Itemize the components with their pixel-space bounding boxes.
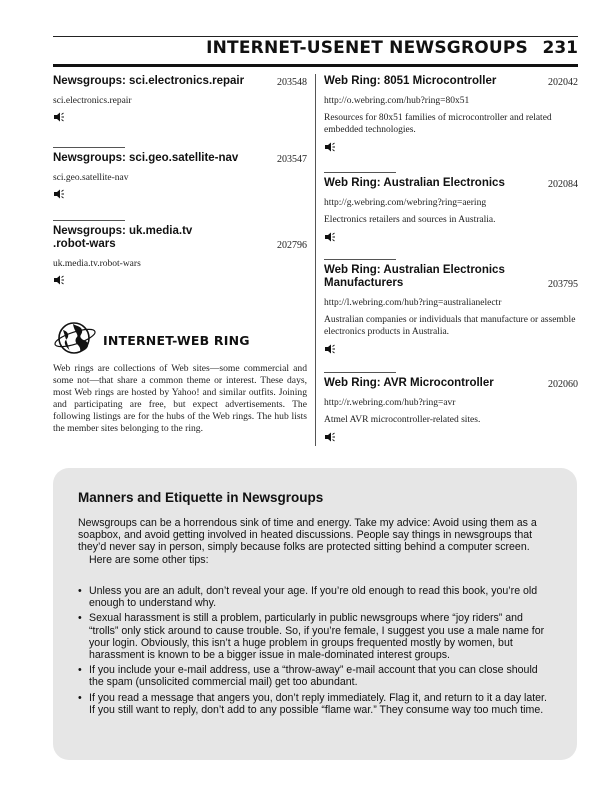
entry-title-line: Web Ring: Australian Electronics	[324, 264, 505, 276]
entry-url[interactable]: sci.geo.satellite-nav	[53, 173, 129, 183]
running-header-title: INTERNET-USENET NEWSGROUPS	[206, 38, 528, 58]
speaker-icon	[324, 232, 336, 242]
section-title: INTERNET-WEB RING	[103, 333, 250, 348]
entry-description: Atmel AVR microcontroller-related sites.	[324, 415, 481, 425]
entry-separator	[324, 259, 396, 260]
entry-url[interactable]: sci.electronics.repair	[53, 96, 132, 106]
tip-item: • If you include your e-mail address, use a “throw-away” e-mail account that you can close should the spam (unsolicited commercial mail) get too abundant.	[78, 664, 553, 688]
entry-separator	[53, 147, 125, 148]
sidebar-intro	[78, 517, 548, 566]
web-ring-entry	[324, 372, 578, 442]
entry-number: 202042	[548, 77, 578, 88]
entry-number: 203547	[277, 154, 307, 165]
sidebar-intro-text: Newsgroups can be a horrendous sink of time and energy. Take my advice: Avoid using them as a soapbox, and avoid getting involved in heated discussions. People say things in newsgroups that they’d never say in person, simply because folks are protected sitting behind a computer screen.	[78, 517, 537, 554]
running-header	[53, 38, 578, 62]
speaker-icon	[324, 432, 336, 442]
entry-title: Newsgroups: sci.geo.satellite-nav	[53, 152, 239, 164]
tip-item: • Sexual harassment is still a problem, particularly in public newsgroups where “joy riders” and “trolls” only stick around to cause trouble. So, if you’re female, I suggest you use a male name for your login. Obviously, this isn’t a huge problem in groups frequented mostly by women, but harassment is known to be a bigger issue in male-dominated interest groups.	[78, 612, 553, 661]
entry-number: 202060	[548, 379, 578, 390]
entry-title: Web Ring: 8051 Microcontroller	[324, 75, 497, 87]
newsgroup-entry	[53, 220, 307, 285]
entry-separator	[324, 172, 396, 173]
globe-icon	[53, 318, 97, 358]
entry-description: Australian companies or individuals that manufacture or assemble electronics products in Australia.	[324, 315, 576, 337]
tip-item: • If you read a message that angers you, don’t reply immediately. Flag it, and return to it a day later. If you still want to reply, don’t add to any possible “flame war.” They consume way too much time.	[78, 692, 553, 716]
entry-title-line: .robot-wars	[53, 238, 116, 250]
entry-url[interactable]: http://r.webring.com/hub?ring=avr	[324, 398, 456, 408]
sidebar-intro-tail: Here are some other tips:	[89, 553, 209, 566]
entry-number: 203548	[277, 77, 307, 88]
entry-title-line: Newsgroups: uk.media.tv	[53, 225, 193, 237]
sidebar-title: Manners and Etiquette in Newsgroups	[78, 490, 324, 505]
entry-url[interactable]: http://g.webring.com/webring?ring=aering	[324, 198, 487, 208]
header-top-rule	[53, 36, 578, 37]
entry-separator	[324, 372, 396, 373]
entry-description: Resources for 80x51 families of microcontroller and related embedded technologies.	[324, 113, 552, 135]
section-body-text: Web rings are collections of Web sites—some commercial and some not—that share a common theme or interest. These days, most Web rings are hosted by Yahoo! and similar outfits. Joining and participating are free, but expect advertisements. The following listings are for the hubs of the Web rings. The hub lists the member sites belonging to the ring.	[53, 363, 307, 434]
speaker-icon	[53, 275, 65, 285]
web-ring-entry	[324, 75, 578, 152]
etiquette-sidebar	[53, 468, 577, 760]
entry-title: Web Ring: Australian Electronics	[324, 177, 505, 189]
entry-url[interactable]: http://o.webring.com/hub?ring=80x51	[324, 96, 470, 106]
column-divider	[315, 74, 316, 446]
header-rule	[53, 64, 578, 67]
speaker-icon	[53, 189, 65, 199]
tip-item: • Unless you are an adult, don’t reveal your age. If you’re old enough to read this book, you’re old enough to understand why.	[78, 585, 553, 609]
tips-list	[78, 585, 553, 719]
entry-url[interactable]: http://l.webring.com/hub?ring=australianelectr	[324, 298, 502, 308]
entry-title-line: Manufacturers	[324, 277, 404, 289]
entry-url[interactable]: uk.media.tv.robot-wars	[53, 259, 141, 269]
speaker-icon	[324, 142, 336, 152]
entry-title	[53, 225, 192, 251]
entry-number: 203795	[548, 279, 578, 290]
entry-number: 202796	[277, 240, 307, 251]
entry-title	[324, 264, 505, 290]
entry-title: Web Ring: AVR Microcontroller	[324, 377, 494, 389]
web-ring-section-heading	[53, 318, 308, 358]
entry-description: Electronics retailers and sources in Australia.	[324, 215, 496, 225]
web-ring-entry	[324, 259, 578, 354]
speaker-icon	[324, 344, 336, 354]
entry-title: Newsgroups: sci.electronics.repair	[53, 75, 245, 87]
newsgroup-entry	[53, 147, 307, 199]
entry-number: 202084	[548, 179, 578, 190]
speaker-icon	[53, 112, 65, 122]
entry-separator	[53, 220, 125, 221]
web-ring-entry	[324, 172, 578, 242]
page-number: 231	[542, 38, 578, 58]
newsgroup-entry	[53, 75, 307, 122]
